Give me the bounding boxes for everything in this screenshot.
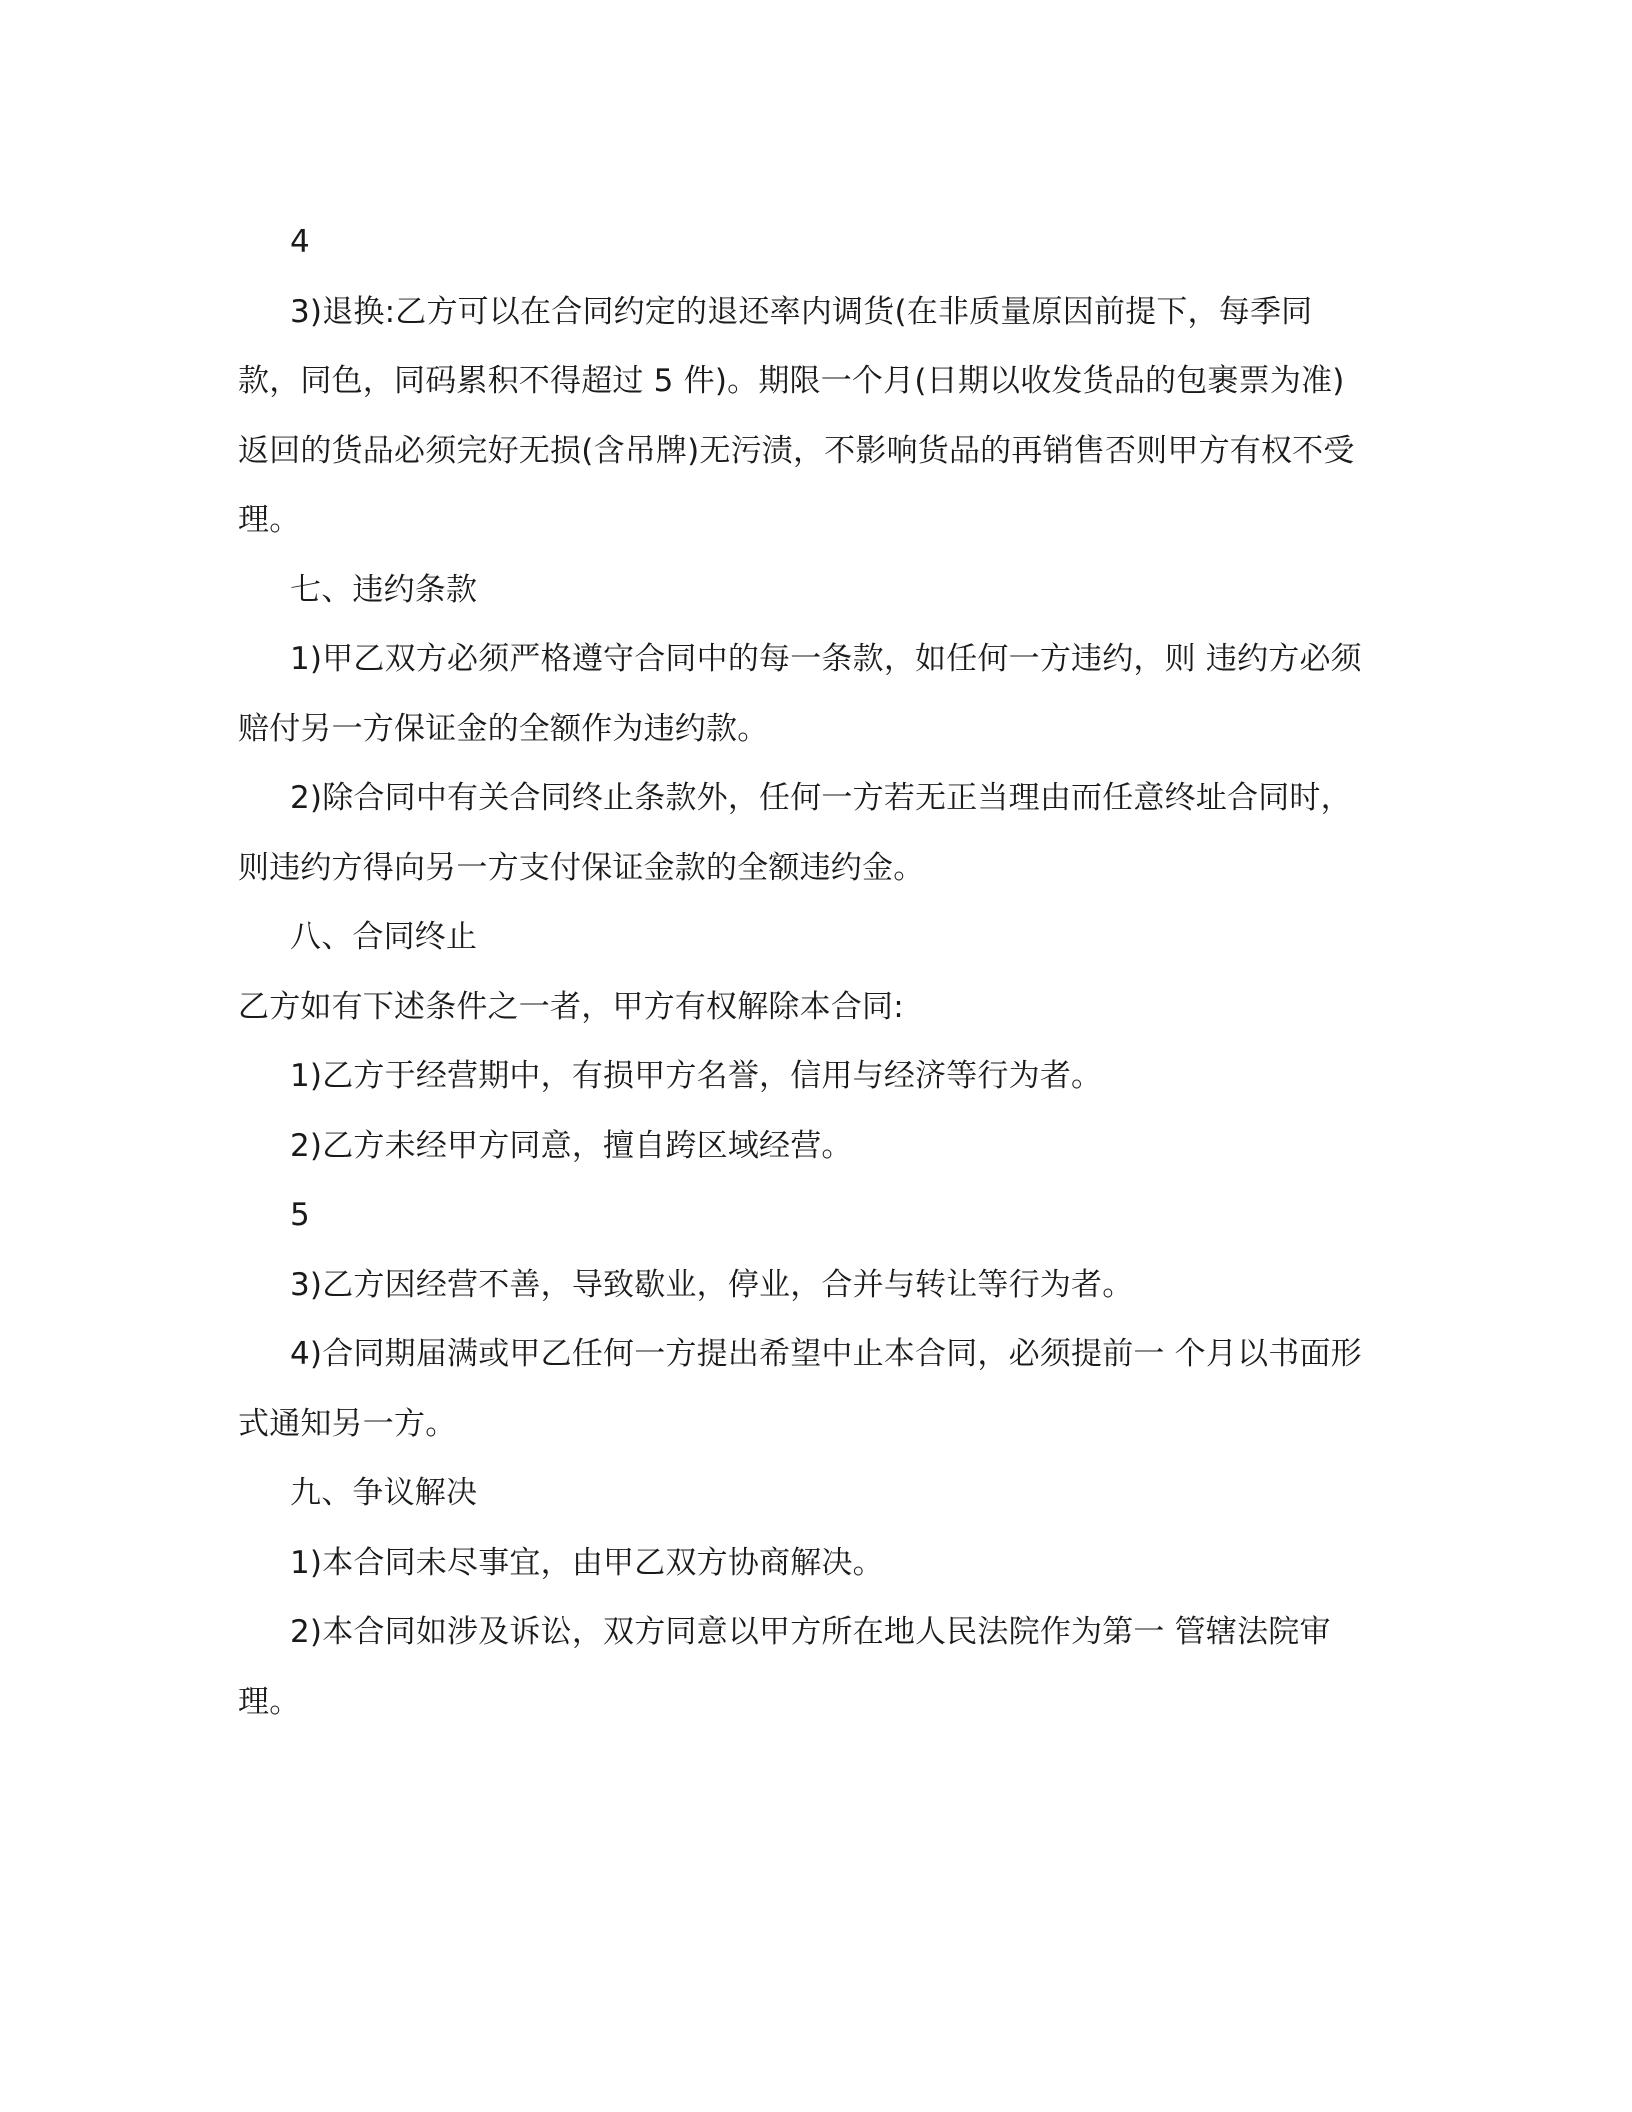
section-heading: 七、违约条款 (290, 571, 478, 608)
paragraph-line: 款，同色，同码累积不得超过 5 件)。期限一个月(日期以收发货品的包裹票为准) (238, 363, 1345, 399)
document-body (238, 208, 1388, 1737)
paragraph-line: 3)乙方因经营不善，导致歇业，停业，合并与转让等行为者。 (290, 1266, 1134, 1303)
paragraph-line: 1)本合同未尽事宜，由甲乙双方协商解决。 (290, 1544, 884, 1581)
paragraph-line: 则违约方得向另一方支付保证金款的全额违约金。 (238, 849, 925, 886)
section-heading: 九、争议解决 (290, 1475, 478, 1511)
paragraph-line: 理。 (238, 1683, 301, 1720)
paragraph-line: 乙方如有下述条件之一者，甲方有权解除本合同: (238, 988, 904, 1025)
paragraph-line: 1)甲乙双方必须严格遵守合同中的每一条款，如任何一方违约，则 违约方必须 (290, 641, 1362, 677)
page-number: 5 (290, 1197, 310, 1233)
paragraph-line: 1)乙方于经营期中，有损甲方名誉，信用与经济等行为者。 (290, 1058, 1103, 1094)
paragraph-line: 4)合同期届满或甲乙任何一方提出希望中止本合同，必须提前一 个月以书面形 (290, 1336, 1362, 1372)
page-number: 4 (290, 224, 310, 260)
paragraph-line: 2)乙方未经甲方同意，擅自跨区域经营。 (290, 1127, 853, 1164)
paragraph-line: 赔付另一方保证金的全额作为违约款。 (238, 710, 769, 747)
paragraph-line: 式通知另一方。 (238, 1405, 457, 1442)
section-heading: 八、合同终止 (290, 919, 478, 955)
paragraph-line: 理。 (238, 502, 301, 538)
paragraph-line: 2)本合同如涉及诉讼，双方同意以甲方所在地人民法院作为第一 管辖法院审 (290, 1614, 1331, 1650)
paragraph-line: 2)除合同中有关合同终止条款外，任何一方若无正当理由而任意终址合同时， (290, 780, 1352, 816)
paragraph-line: 3)退换:乙方可以在合同约定的退还率内调货(在非质量原因前提下，每季同 (290, 293, 1313, 330)
paragraph-line: 返回的货品必须完好无损(含吊牌)无污渍，不影响货品的再销售否则甲方有权不受 (238, 432, 1355, 469)
